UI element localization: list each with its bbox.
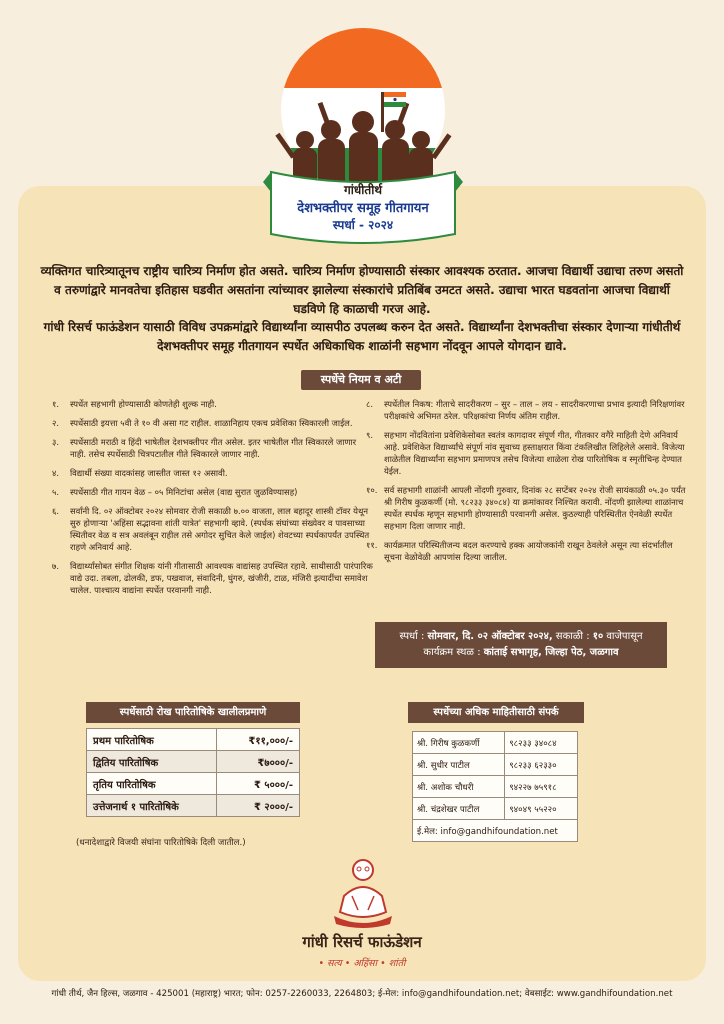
table-row: श्री. चंद्रशेखर पाटील ९४०४९ ५५२२० (413, 798, 578, 820)
event-venue-line: कार्यक्रम स्थळ : कांताई सभागृह, जिल्हा पेठ, जळगाव (423, 647, 619, 658)
rule-item: ६. सर्वांनी दि. ०२ ऑक्टोबर २०२४ सोमवार रोजी सकाळी ७.०० वाजता, लाल बहादूर शास्त्री टॉवर येथून सुरु होणाऱ्या 'अहिंसा सद्भावना शांती यात्रेत' सहभागी व्हावे. (स्पर्धक संघांच्या संख्येवर व पावसाच्या स्थितीवर वेळ व सत्र अवलंबून राहील तसे अगोदर सुचित केले जाईल) शेवटच्या स्पर्धकापर्यंत उपस्थित राहणे अनिवार्य आहे. (52, 506, 370, 552)
table-row: तृतिय पारितोषिक ₹ ५०००/- (87, 773, 300, 795)
emblem-title-line1: गांधीतीर्थ (344, 183, 382, 197)
table-row: प्रथम पारितोषिक ₹११,०००/- (87, 729, 300, 751)
footer-address: गांधी तीर्थ, जैन हिल्स, जळगाव - 425001 (महाराष्ट्र) भारत; फोन: 0257-2260033, 2264803; ई-मेल: info@gandhifoundation.net; वेबसाईट: www.gandhifoundation.net (51, 989, 673, 999)
prizes-table (86, 728, 300, 817)
event-emblem (263, 22, 463, 252)
rules-list-left (52, 398, 374, 603)
contact-email[interactable]: ई.मेल: info@gandhifoundation.net (413, 820, 578, 842)
rule-item: १०. सर्व सहभागी शाळांनी आपली नोंदणी गुरुवार, दिनांक २८ सप्टेंबर २०२४ रोजी सायंकाळी ०५.३० पर्यंत श्री गिरीष कुळकर्णी (मो. ९८२३३ ३४०८४) या क्रमांकावर निश्चित करावी. नोंदणी झालेल्या शाळांनाच स्पर्धेत स्पर्धक म्हणून सहभागी होण्यासाठी परवानगी असेल. कुठल्याही परिस्थितीत ऐनवेळी स्पर्धेत सहभाग दिला जाणार नाही. (366, 485, 686, 531)
rule-item: ५. स्पर्धेसाठी गीत गायन वेळ – ०५ मिनिटांचा असेल (वाद्य सुरात जुळविण्यासह) (52, 487, 298, 497)
table-row: श्री. अशोक चौधरी ९४२२७ ७५९१८ (413, 776, 578, 798)
rule-item: ९. सहभाग नोंदवितांना प्रवेशिकेसोबत स्वतंत्र कागदावर संपूर्ण गीत, गीतकार वगैरे माहिती देणे अनिवार्य आहे. प्रवेशिकेत विद्यार्थ्यांचे संपूर्ण नांव सुवाच्य हस्ताक्षरात किंवा टंकलिखीत लिहिलेले असावे. विजेत्या शाळेतील विद्यार्थ्यांना सहभाग प्रमाणपत्र तसेच विजेत्या शाळेला रोख पारितोषिक व स्मृतीचिन्ह देण्यात येईल. (366, 430, 685, 476)
gandhi-seated-icon (330, 856, 396, 928)
rule-item: २. स्पर्धेसाठी इयत्ता ५वी ते १० वी असा गट राहील. शाळानिहाय एकच प्रवेशिका स्विकारली जाईल. (52, 418, 353, 428)
rules-heading: स्पर्धेचे नियम व अटी (301, 370, 421, 390)
event-details-box (375, 622, 667, 668)
intro-paragraph-1: व्यक्तिगत चारित्र्यातूनच राष्ट्रीय चारित्र्य निर्माण होत असते. चारित्र्य निर्माण होण्यासाठी संस्कार आवश्यक ठरतात. आजचा विद्यार्थी उद्याचा तरुण असतो व तरुणांद्वारे मानवतेचा इतिहास घडवीत असतांना त्यांच्यावर झालेल्या संस्कारांचे प्रतिबिंब उमटत असते. उद्याचा भारत घडवतांना आजचा विद्यार्थी घडविणे हि काळाची गरज आहे. (40, 264, 684, 316)
rule-item: १. स्पर्धेत सहभागी होण्यासाठी कोणतेही शुल्क नाही. (52, 399, 217, 409)
rule-item: ८. स्पर्धेतील निकष: गीताचे सादरीकरण – सुर – ताल – लय - सादरीकरणाचा प्रभाव इत्यादी निरिक्षणांवर परीक्षकांचे अभिमत ठरेल. परिक्षकांचा निर्णय अंतिम राहील. (366, 399, 685, 421)
emblem-title-line3: स्पर्धा - २०२४ (332, 218, 394, 232)
org-tagline: • सत्य • अहिंसा • शांती (318, 958, 406, 969)
org-name: गांधी रिसर्च फाऊंडेशन (302, 933, 422, 951)
contact-heading: स्पर्धेच्या अधिक माहितीसाठी संपर्क (408, 702, 584, 723)
contact-table (412, 731, 578, 842)
prizes-heading: स्पर्धेसाठी रोख पारितोषिके खालीलप्रमाणे (86, 702, 300, 723)
indian-flag-icon (384, 92, 406, 107)
rules-list-right (366, 398, 688, 570)
rule-item: ११. कार्यक्रमात परिस्थितीजन्य बदल करण्याचे हक्क आयोजकांनी राखून ठेवलेले असून त्या संदर्भातील सूचना वेळोवेळी आपणांस दिल्या जातील. (366, 540, 673, 562)
rule-item: ३. स्पर्धेसाठी मराठी व हिंदी भाषेतील देशभक्तीपर गीत असेल. इतर भाषेतील गीत स्विकारले जाणार नाही. तसेच स्पर्धेसाठी चित्रपटातील गीते स्विकारले जाणार नाही. (52, 437, 357, 459)
rule-item: ४. विद्यार्थी संख्या वादकांसह जास्तीत जास्त १२ असावी. (52, 468, 228, 478)
emblem-title-line2: देशभक्तीपर समूह गीतगायन (297, 201, 429, 216)
intro-paragraph-2: गांधी रिसर्च फाऊंडेशन यासाठी विविध उपक्रमांद्वारे विद्यार्थ्यांना व्यासपीठ उपलब्ध करुन देत असते. विद्यार्थ्यांना देशभक्तीचा संस्कार देणाऱ्या गांधीतीर्थ देशभक्तीपर समूह गीतगायन स्पर्धेत अधिकाधिक शाळांनी सहभाग नोंदवून आपले योगदान द्यावे. (43, 320, 681, 353)
prizes-note: (धनादेशाद्वारे विजयी संघांना पारितोषिके दिली जातील.) (76, 838, 246, 848)
table-row: श्री. गिरीष कुळकर्णी ९८२३३ ३४०८४ (413, 732, 578, 754)
table-row: द्वितिय पारितोषिक ₹७०००/- (87, 751, 300, 773)
flag-saffron-band (263, 22, 463, 88)
rule-item: ७. विद्यार्थ्यांसोबत संगीत शिक्षक यांनी गीतासाठी आवश्यक वाद्यांसह उपस्थित रहावे. साथीसाठी पारंपारिक वाद्ये उदा. तबला, ढोलकी, डफ, पखवाज, संवादिनी, घुंगरु, खंजीरी, टाळ, मंजिरी इत्यादींचा समावेश चालेल. पाश्चात्य वाद्यांना स्पर्धेत परवानगी नाही. (52, 561, 373, 595)
table-row: श्री. सुधीर पाटील ९८२३३ ६२३३० (413, 754, 578, 776)
table-row (413, 820, 578, 842)
event-date-line: स्पर्धा : सोमवार, दि. ०२ ऑक्टोबर २०२४, सकाळी : १० वाजेपासून (399, 631, 643, 642)
table-row: उत्तेजनार्थ १ पारितोषिके ₹ २०००/- (87, 795, 300, 817)
